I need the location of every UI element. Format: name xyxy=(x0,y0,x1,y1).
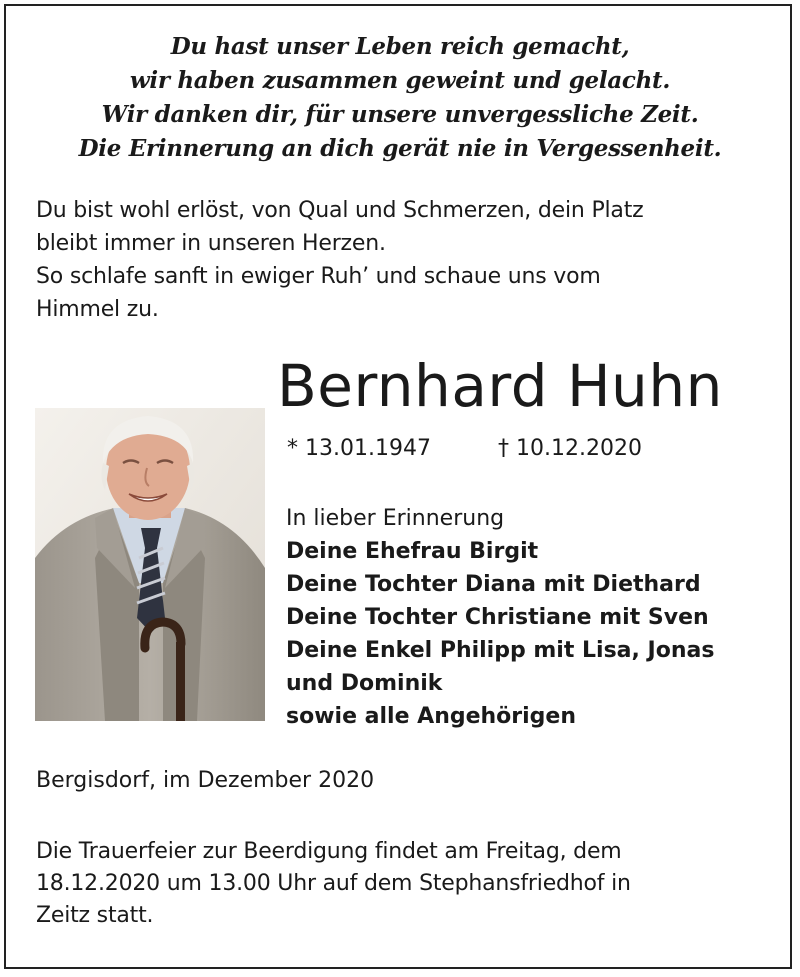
family-signature xyxy=(286,502,786,733)
family-member: Deine Enkel Philipp mit Lisa, Jonas xyxy=(286,638,715,663)
place-and-date: Bergisdorf, im Dezember 2020 xyxy=(36,768,375,793)
memorial-poem xyxy=(0,30,800,166)
funeral-line: Die Trauerfeier zur Beerdigung findet am Freitag, dem xyxy=(36,839,622,864)
birth-date: * 13.01.1947 xyxy=(287,436,431,461)
memorial-verse xyxy=(36,194,776,326)
poem-line: wir haben zusammen geweint und gelacht. xyxy=(129,67,671,94)
family-member: Deine Tochter Diana mit Diethard xyxy=(286,572,701,597)
verse-line: So schlafe sanft in ewiger Ruh’ und schaue uns vom xyxy=(36,264,601,289)
family-member: Deine Ehefrau Birgit xyxy=(286,539,539,564)
deceased-name: Bernhard Huhn xyxy=(277,352,723,420)
family-member: Deine Tochter Christiane mit Sven xyxy=(286,605,709,630)
poem-line: Wir danken dir, für unsere unvergessliche Zeit. xyxy=(101,101,699,128)
poem-line: Du hast unser Leben reich gemacht, xyxy=(170,33,630,60)
family-member: und Dominik xyxy=(286,671,443,696)
funeral-line: Zeitz statt. xyxy=(36,903,154,928)
portrait-photo xyxy=(35,408,265,721)
verse-line: Himmel zu. xyxy=(36,297,159,322)
verse-line: bleibt immer in unseren Herzen. xyxy=(36,231,386,256)
funeral-line: 18.12.2020 um 13.00 Uhr auf dem Stephansfriedhof in xyxy=(36,871,631,896)
verse-line: Du bist wohl erlöst, von Qual und Schmerzen, dein Platz xyxy=(36,198,644,223)
family-intro: In lieber Erinnerung xyxy=(286,506,505,531)
portrait-photo-illustration xyxy=(35,408,265,721)
death-date: † 10.12.2020 xyxy=(498,436,642,461)
family-member: sowie alle Angehörigen xyxy=(286,704,577,729)
poem-line: Die Erinnerung an dich gerät nie in Vergessenheit. xyxy=(78,135,722,162)
funeral-notice xyxy=(36,836,776,932)
